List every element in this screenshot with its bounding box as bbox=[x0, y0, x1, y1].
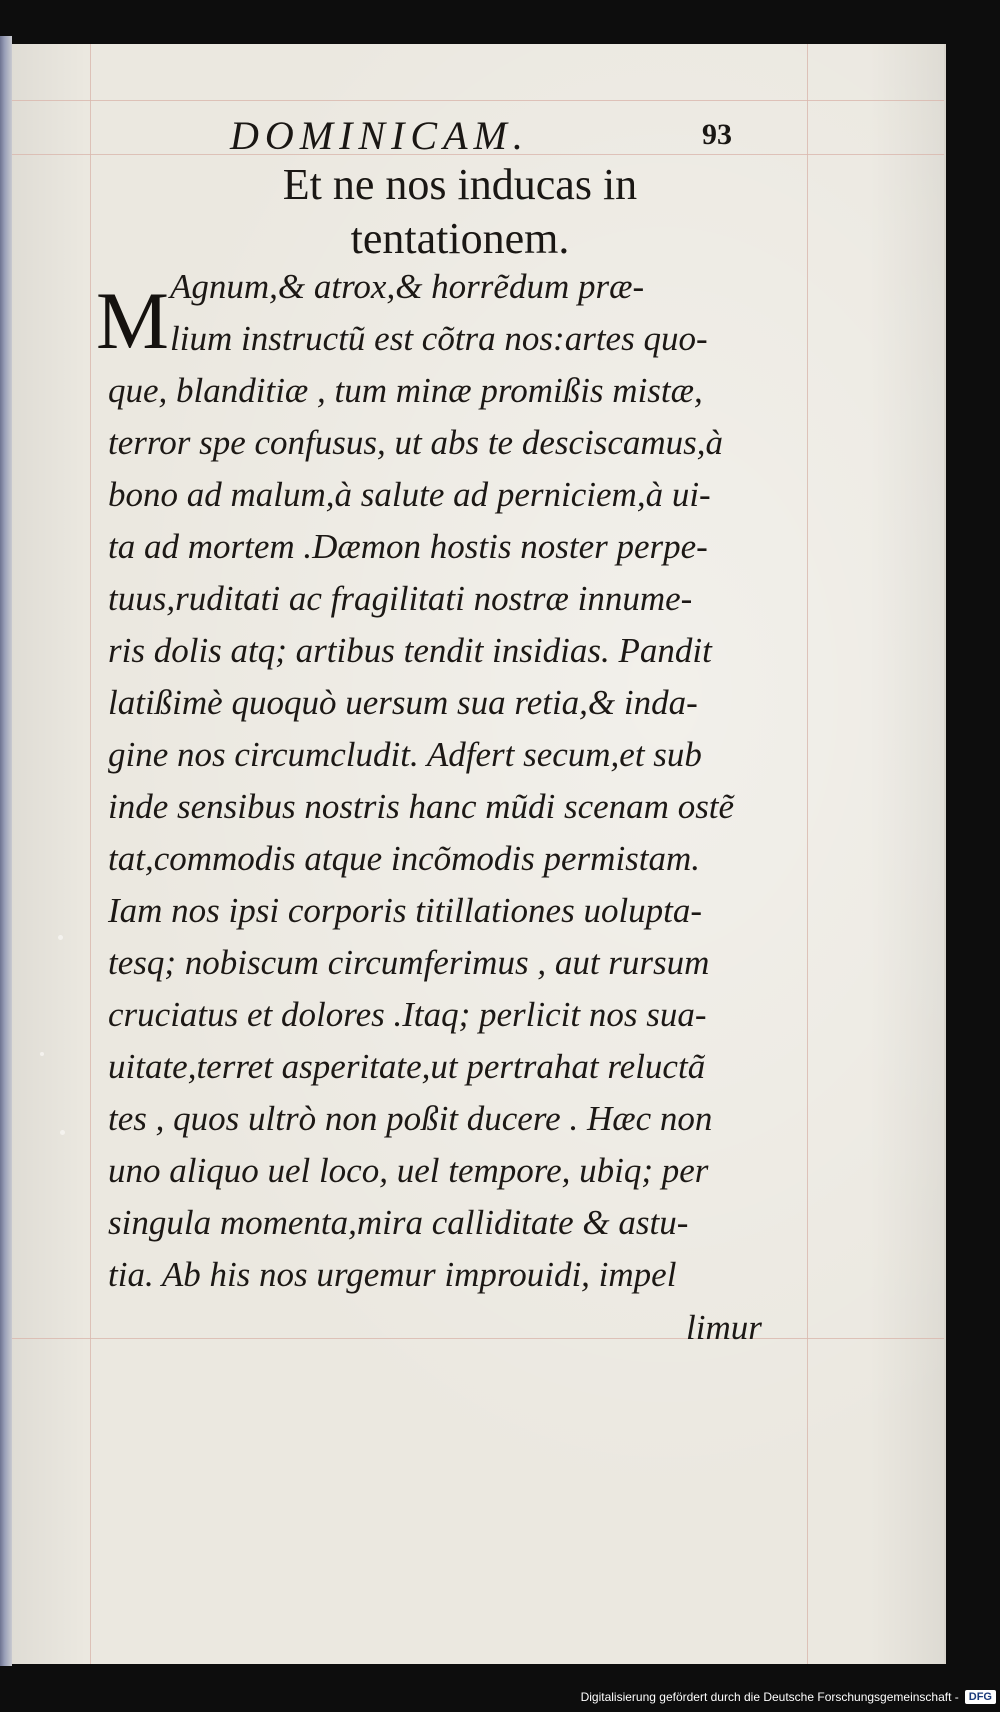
catchword: limur bbox=[686, 1308, 762, 1347]
text-line: cruciatus et dolores .Itaq; perlicit nos sua- bbox=[108, 995, 707, 1034]
paper-spot bbox=[40, 1052, 44, 1056]
text-line: Agnum,& atrox,& horrẽdum præ- bbox=[170, 267, 645, 306]
paper-spot bbox=[60, 1130, 65, 1135]
section-title bbox=[110, 158, 810, 266]
text-line: tat,commodis atque incõmodis permistam. bbox=[108, 839, 701, 878]
text-line: ris dolis atq; artibus tendit insidias. Pandit bbox=[108, 631, 712, 670]
text-line: terror spe confusus, ut abs te desciscamus,à bbox=[108, 423, 724, 462]
text-line: bono ad malum,à salute ad perniciem,à ui- bbox=[108, 475, 711, 514]
text-line: que, blanditiæ , tum minæ promißis mistæ, bbox=[108, 371, 703, 410]
text-line: uno aliquo uel loco, uel tempore, ubiq; per bbox=[108, 1151, 709, 1190]
text-line: tesq; nobiscum circumferimus , aut rursum bbox=[108, 943, 710, 982]
text-line: gine nos circumcludit. Adfert secum,et sub bbox=[108, 735, 702, 774]
text-line: singula momenta,mira calliditate & astu- bbox=[108, 1203, 689, 1242]
text-line: latißimè quoquò uersum sua retia,& inda- bbox=[108, 683, 698, 722]
drop-initial: M bbox=[96, 275, 169, 366]
digitization-credit bbox=[581, 1686, 996, 1708]
section-title-line: Et ne nos inducas in bbox=[282, 160, 638, 209]
paper-spot bbox=[58, 935, 63, 940]
text-line: Iam nos ipsi corporis titillationes uolupta- bbox=[108, 891, 703, 930]
binding-edge bbox=[0, 36, 12, 1666]
ruled-line-top bbox=[12, 100, 944, 101]
credit-text: Digitalisierung gefördert durch die Deutsche Forschungsgemeinschaft - bbox=[580, 1690, 959, 1704]
section-title-line: tentationem. bbox=[350, 214, 570, 263]
text-line: inde sensibus nostris hanc mũdi scenam ostẽ bbox=[108, 787, 735, 826]
dfg-logo: DFG bbox=[965, 1690, 996, 1704]
ruled-line-right bbox=[807, 44, 808, 1664]
text-line: tes , quos ultrò non poßit ducere . Hæc non bbox=[108, 1099, 713, 1138]
text-line: uitate,terret asperitate,ut pertrahat reluctã bbox=[108, 1047, 706, 1086]
text-line: tia. Ab his nos urgemur improuidi, impel bbox=[108, 1255, 677, 1294]
page-number: 93 bbox=[702, 118, 732, 151]
text-line: lium instructũ est cõtra nos:artes quo- bbox=[170, 319, 708, 358]
text-line: ta ad mortem .Dæmon hostis noster perpe- bbox=[108, 527, 708, 566]
text-line: tuus,ruditati ac fragilitati nostræ innume- bbox=[108, 579, 693, 618]
ruled-line-left bbox=[90, 44, 91, 1664]
running-head: DOMINICAM. bbox=[230, 113, 529, 158]
ruled-line-foot bbox=[12, 1338, 944, 1339]
